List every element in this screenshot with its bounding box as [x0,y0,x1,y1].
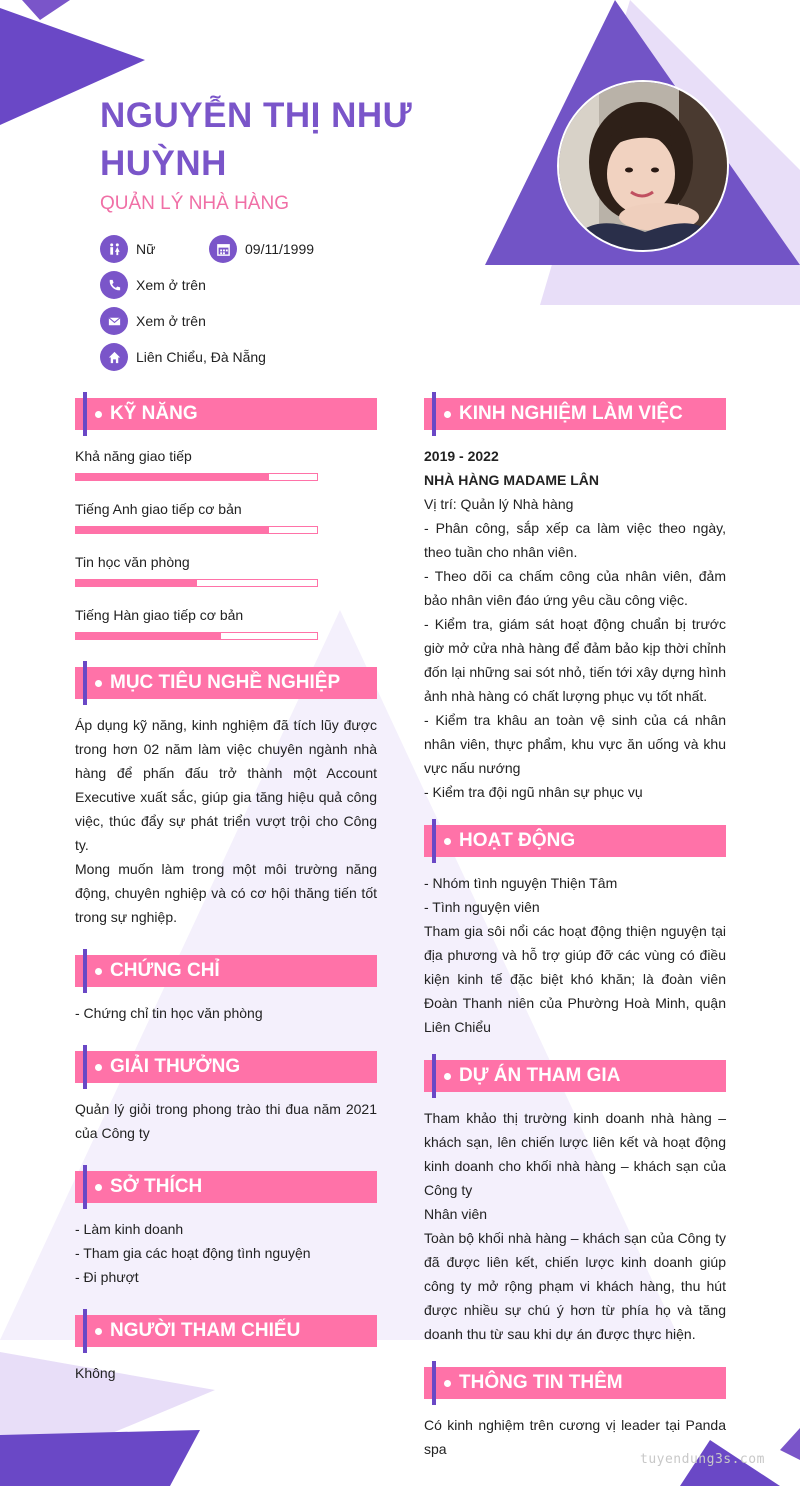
objective-text [75,713,377,929]
birthday-value: 09/11/1999 [245,241,315,257]
activities-body [424,871,726,1039]
list-item: - Kiểm tra khâu an toàn vệ sinh của cá nhân nhân viên, thực phẩm, khu vực ăn uống và khu vực nấu nướng [424,712,726,776]
list-item: - Phân công, sắp xếp ca làm việc theo ngày, theo tuần cho nhân viên. [424,520,726,560]
experience-company: NHÀ HÀNG MADAME LÂN [424,472,599,488]
skill-level-bar [75,579,318,587]
awards-section-header [75,1051,377,1083]
skill-level-fill [76,633,221,639]
skill-level-fill [76,474,269,480]
candidate-name: NGUYỄN THỊ NHƯ HUỲNH [100,96,413,183]
list-item: - Kiểm tra, giám sát hoạt động chuẩn bị trước giờ mở cửa nhà hàng để đảm bảo kịp thời chỉnh đốn lại những sai sót nhỏ, tiến tới xây dựng hình ảnh nhà hàng có chất lượng phục vụ tốt nhất. [424,616,726,704]
list-item: - Kiểm tra đội ngũ nhân sự phục vụ [424,784,643,800]
gender-value: Nữ [136,241,156,257]
activities-section-header [424,825,726,857]
list-item: - Đi phượt [75,1269,139,1285]
projects-body [424,1106,726,1346]
list-item: - Làm kinh doanh [75,1221,184,1237]
skill-label: Tiếng Anh giao tiếp cơ bản [75,501,242,517]
list-item: - Tham gia các hoạt động tình nguyện [75,1245,311,1261]
skill-level-bar [75,473,318,481]
skill-level-bar [75,632,318,640]
references-text: Không [75,1365,116,1381]
awards-text: Quản lý giỏi trong phong trào thi đua năm 2021 của Công ty [75,1101,377,1141]
objective-paragraph: Áp dụng kỹ năng, kinh nghiệm đã tích lũy được trong hơn 02 năm làm việc chuyên ngành nhà hàng để phấn đấu trở thành một Account Executive xuất sắc, giúp gia tăng hiệu quả công việc, thúc đẩy sự phát triển vượt trội cho Công ty. [75,717,377,853]
activities-role: - Tình nguyện viên [424,899,540,915]
email-value: Xem ở trên [136,313,206,329]
certificates-section-header [75,955,377,987]
skills-section-header [75,398,377,430]
skills-section-title: KỸ NĂNG [110,403,198,424]
hobbies-section-header [75,1171,377,1203]
project-name: Tham khảo thị trường kinh doanh nhà hàng – khách sạn, lên chiến lược liên kết và hoạt động kinh doanh cho khối nhà hàng – khách sạn của Công ty [424,1110,726,1198]
experience-section-header [424,398,726,430]
extra-info-text: Có kinh nghiệm trên cương vị leader tại Panda spa [424,1417,726,1457]
watermark: tuyendung3s.com [640,1452,765,1467]
extra-info-section-header [424,1367,726,1399]
objective-section-title: MỤC TIÊU NGHỀ NGHIỆP [110,672,341,693]
awards-section-title: GIẢI THƯỞNG [110,1056,241,1077]
skill-label: Khả năng giao tiếp [75,448,192,464]
skill-level-bar [75,526,318,534]
projects-section-title: DỰ ÁN THAM GIA [459,1065,621,1086]
candidate-job-title: QUẢN LÝ NHÀ HÀNG [100,193,289,214]
skill-label: Tiếng Hàn giao tiếp cơ bản [75,607,244,623]
hobbies-section-title: SỞ THÍCH [110,1176,203,1197]
skill-level-fill [76,580,197,586]
extra-info-section-title: THÔNG TIN THÊM [459,1372,623,1393]
list-item: - Theo dõi ca chấm công của nhân viên, đảm bảo nhân viên đáo ứng yêu cầu công việc. [424,568,726,608]
project-result: Toàn bộ khối nhà hàng – khách sạn của Công ty đã được liên kết, chiến lược kinh doanh giúp công ty mở rộng phạm vi khách hàng, thu hút được nhiều sự chú ý hơn từ phía họ và tăng doanh thu từ sau khi dự án được thực hiện. [424,1230,726,1342]
references-section-title: NGƯỜI THAM CHIẾU [110,1320,301,1341]
experience-body [424,444,726,804]
activities-description: Tham gia sôi nổi các hoạt động thiện nguyện tại địa phương và hỗ trợ giúp đỡ các vùng có điều kiện kinh tế đặc biệt khó khăn; là đoàn viên Đoàn Thanh niên của Phường Hoà Minh, quận Liên Chiểu [424,923,726,1035]
certificates-section-title: CHỨNG CHỈ [110,960,220,981]
references-section-header [75,1315,377,1347]
phone-value: Xem ở trên [136,277,206,293]
objective-section-header [75,667,377,699]
skill-level-fill [76,527,269,533]
address-value: Liên Chiểu, Đà Nẵng [136,349,266,365]
certificates-text: - Chứng chỉ tin học văn phòng [75,1005,263,1021]
experience-period: 2019 - 2022 [424,448,499,464]
experience-section-title: KINH NGHIỆM LÀM VIỆC [459,403,683,424]
hobbies-list [75,1217,377,1289]
experience-position: Vị trí: Quản lý Nhà hàng [424,496,574,512]
skill-label: Tin học văn phòng [75,554,190,570]
objective-paragraph: Mong muốn làm trong một môi trường năng động, chuyên nghiệp và có cơ hội thăng tiến tốt trong sự nghiệp. [75,861,377,925]
projects-section-header [424,1060,726,1092]
activities-section-title: HOẠT ĐỘNG [459,830,576,851]
activities-org: - Nhóm tình nguyện Thiện Tâm [424,875,618,891]
project-role: Nhân viên [424,1206,488,1222]
